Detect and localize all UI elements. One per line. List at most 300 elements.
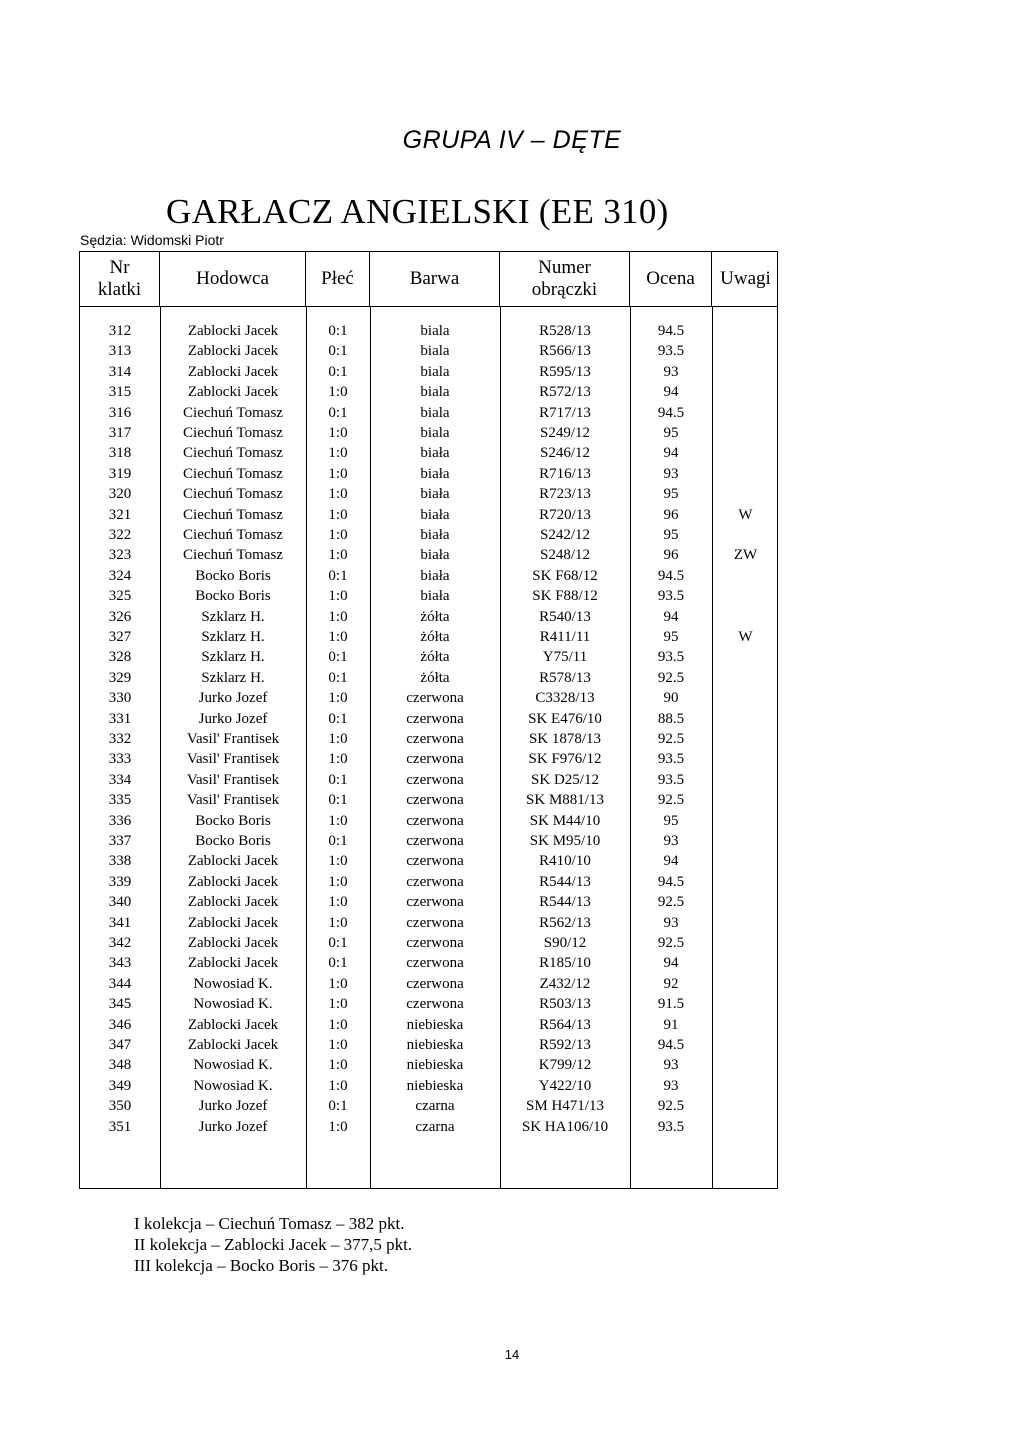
cell-nr: 351 [108,1118,132,1135]
cell-plec: 0:1 [328,935,348,951]
cell-numer: SK HA106/10 [521,1118,609,1135]
cell-nr: 335 [108,792,132,809]
cell-hodowca: Ciechuń Tomasz [183,486,283,503]
cell-nr: 328 [108,649,132,666]
cell-plec: 1:0 [328,690,348,707]
table-row [80,853,777,873]
header-nr-klatki [80,252,160,306]
cell-plec: 1:0 [328,751,348,768]
cell-hodowca: Ciechuń Tomasz [183,527,283,543]
cell-nr: 324 [108,567,132,584]
cell-nr: 338 [108,853,132,870]
cell-numer: K799/12 [538,1057,592,1074]
table-row [80,364,777,384]
table-row [80,813,777,833]
cell-ocena: 93 [663,363,679,380]
cell-numer: R723/13 [539,486,591,503]
cell-hodowca: Ciechuń Tomasz [183,425,283,441]
cell-barwa: biała [420,506,450,523]
header-barwa: Barwa [370,252,500,306]
cell-barwa: niebieska [406,1016,464,1033]
cell-nr: 343 [108,955,132,972]
cell-plec: 0:1 [328,567,348,584]
cell-numer: R578/13 [539,669,591,686]
cell-nr: 342 [108,935,132,951]
page-title: GARŁACZ ANGIELSKI (EE 310) [166,192,669,231]
cell-barwa: czerwona [406,955,464,972]
cell-hodowca: Bocko Boris [195,588,271,605]
cell-barwa: biała [420,588,450,605]
collection-summary [134,1213,412,1276]
judge-label: Sędzia: Widomski Piotr [80,232,224,248]
cell-plec: 1:0 [328,608,348,625]
cell-numer: R566/13 [539,343,591,360]
cell-ocena: 94.5 [657,404,685,421]
cell-barwa: biala [420,343,450,360]
cell-hodowca: Nowosiad K. [193,975,273,992]
table-row [80,690,777,710]
table-row [80,405,777,425]
cell-nr: 344 [108,975,132,992]
cell-numer: R544/13 [539,894,591,911]
cell-uwagi: W [738,506,753,523]
cell-plec: 1:0 [328,445,348,462]
cell-numer: S249/12 [539,425,590,441]
page-number: 14 [504,1347,520,1362]
cell-hodowca: Zablocki Jacek [187,343,279,360]
cell-ocena: 93 [663,1057,679,1074]
cell-hodowca: Szklarz H. [201,669,265,686]
cell-barwa: czerwona [406,710,464,727]
cell-plec: 0:1 [328,323,348,339]
cell-hodowca: Zablocki Jacek [187,1016,279,1033]
cell-numer: SK 1878/13 [528,731,602,747]
cell-barwa: biała [420,567,450,584]
cell-ocena: 94 [663,955,679,972]
cell-plec: 1:0 [328,1057,348,1074]
cell-ocena: 92.5 [657,731,685,747]
cell-hodowca: Zablocki Jacek [187,1037,279,1053]
cell-hodowca: Jurko Jozef [198,1098,268,1115]
cell-hodowca: Vasil' Frantisek [186,751,280,768]
cell-nr: 325 [108,588,132,605]
cell-ocena: 92.5 [657,669,685,686]
table-header [80,252,777,307]
cell-numer: S242/12 [539,527,590,543]
table-row [80,874,777,894]
cell-nr: 317 [108,425,132,441]
cell-barwa: czerwona [406,996,464,1013]
cell-numer: R720/13 [539,506,591,523]
cell-hodowca: Zablocki Jacek [187,955,279,972]
table-row [80,711,777,731]
cell-nr: 346 [108,1016,132,1033]
cell-barwa: biała [420,465,450,482]
cell-barwa: czerwona [406,731,464,747]
table-row [80,568,777,588]
cell-plec: 1:0 [328,853,348,870]
cell-barwa: czerwona [406,771,464,788]
cell-barwa: czerwona [406,935,464,951]
cell-nr: 339 [108,873,132,890]
table-row [80,1037,777,1057]
cell-plec: 0:1 [328,363,348,380]
cell-barwa: biała [420,486,450,503]
cell-nr: 312 [108,323,132,339]
table-row [80,731,777,751]
cell-plec: 1:0 [328,588,348,605]
table-row [80,670,777,690]
cell-numer: SK F88/12 [532,588,598,605]
cell-barwa: biała [420,527,450,543]
cell-barwa: czerwona [406,894,464,911]
cell-plec: 1:0 [328,1016,348,1033]
cell-hodowca: Jurko Jozef [198,690,268,707]
cell-nr: 341 [108,914,132,931]
cell-plec: 0:1 [328,771,348,788]
cell-barwa: biala [420,425,450,441]
cell-numer: S90/12 [543,935,587,951]
cell-hodowca: Jurko Jozef [198,710,268,727]
cell-barwa: biała [420,547,450,564]
cell-nr: 313 [108,343,132,360]
cell-barwa: żółta [420,669,450,686]
header-hodowca: Hodowca [160,252,306,306]
cell-plec: 1:0 [328,465,348,482]
table-row [80,649,777,669]
cell-barwa: biała [420,445,450,462]
cell-ocena: 96 [663,547,679,564]
table-row [80,445,777,465]
cell-barwa: czerwona [406,914,464,931]
cell-hodowca: Bocko Boris [195,567,271,584]
cell-hodowca: Ciechuń Tomasz [183,404,283,421]
cell-hodowca: Zablocki Jacek [187,914,279,931]
cell-plec: 1:0 [328,1077,348,1094]
cell-hodowca: Vasil' Frantisek [186,792,280,809]
cell-barwa: biala [420,404,450,421]
cell-plec: 1:0 [328,894,348,911]
table-row [80,1017,777,1037]
cell-ocena: 90 [663,690,679,707]
cell-numer: SK M95/10 [529,833,601,849]
cell-plec: 1:0 [328,975,348,992]
cell-barwa: niebieska [406,1077,464,1094]
table-row [80,751,777,771]
cell-plec: 1:0 [328,506,348,523]
cell-plec: 1:0 [328,629,348,645]
cell-nr: 349 [108,1077,132,1094]
cell-nr: 319 [108,465,132,482]
cell-numer: Y422/10 [538,1077,592,1094]
cell-nr: 323 [108,547,132,564]
cell-numer: R592/13 [539,1037,591,1053]
table-row [80,1078,777,1098]
cell-nr: 336 [108,812,132,829]
cell-numer: SK E476/10 [528,710,602,727]
cell-ocena: 92.5 [657,894,685,911]
cell-barwa: czerwona [406,975,464,992]
cell-ocena: 94.5 [657,567,685,584]
table-row [80,894,777,914]
cell-ocena: 93 [663,914,679,931]
cell-nr: 350 [108,1098,132,1115]
cell-ocena: 92.5 [657,935,685,951]
cell-nr: 347 [108,1037,132,1053]
cell-nr: 331 [108,710,132,727]
cell-numer: R528/13 [539,323,591,339]
cell-uwagi: ZW [733,547,758,564]
cell-nr: 316 [108,404,132,421]
cell-numer: R503/13 [539,996,591,1013]
cell-hodowca: Zablocki Jacek [187,384,279,401]
cell-nr: 315 [108,384,132,401]
cell-numer: R562/13 [539,914,591,931]
cell-numer: S248/12 [539,547,590,564]
cell-hodowca: Ciechuń Tomasz [183,547,283,564]
cell-nr: 314 [108,363,132,380]
table-row [80,915,777,935]
cell-plec: 0:1 [328,649,348,666]
cell-plec: 1:0 [328,914,348,931]
cell-barwa: biala [420,323,450,339]
header-nr-line1: Nr [109,257,130,278]
cell-ocena: 93.5 [657,649,685,666]
cell-ocena: 95 [663,812,679,829]
cell-ocena: 88.5 [657,710,685,727]
cell-numer: R544/13 [539,873,591,890]
cell-barwa: czerwona [406,853,464,870]
cell-hodowca: Zablocki Jacek [187,873,279,890]
cell-numer: SK M44/10 [529,812,601,829]
cell-barwa: czarna [415,1118,455,1135]
cell-numer: SK D25/12 [531,771,599,788]
header-uwagi: Uwagi [720,268,771,289]
cell-numer: R410/10 [539,853,591,870]
header-nr-line2: klatki [97,279,142,300]
cell-numer: Y75/11 [542,649,588,666]
cell-plec: 0:1 [328,343,348,360]
cell-ocena: 96 [663,506,679,523]
results-table [79,251,778,1189]
table-row [80,588,777,608]
table-row [80,1119,777,1139]
cell-plec: 1:0 [328,873,348,890]
table-row [80,466,777,486]
table-row [80,996,777,1016]
cell-numer: R411/11 [539,629,591,645]
cell-ocena: 94.5 [657,323,685,339]
cell-hodowca: Ciechuń Tomasz [183,506,283,523]
cell-hodowca: Nowosiad K. [193,1077,273,1094]
cell-plec: 0:1 [328,955,348,972]
cell-barwa: czerwona [406,751,464,768]
cell-nr: 321 [108,506,132,523]
cell-plec: 1:0 [328,996,348,1013]
cell-plec: 1:0 [328,486,348,503]
cell-ocena: 94 [663,445,679,462]
cell-nr: 337 [108,833,132,849]
cell-nr: 320 [108,486,132,503]
cell-numer: Z432/12 [539,975,591,992]
cell-ocena: 94 [663,853,679,870]
cell-plec: 1:0 [328,425,348,441]
cell-numer: SK F68/12 [532,567,598,584]
cell-hodowca: Ciechuń Tomasz [183,465,283,482]
cell-numer: C3328/13 [535,690,595,707]
collection-line-3: III kolekcja – Bocko Boris – 376 pkt. [134,1256,389,1275]
cell-ocena: 93.5 [657,343,685,360]
cell-numer: R185/10 [539,955,591,972]
cell-hodowca: Vasil' Frantisek [186,731,280,747]
cell-numer: R540/13 [539,608,591,625]
cell-numer: R564/13 [539,1016,591,1033]
cell-plec: 0:1 [328,404,348,421]
cell-ocena: 94.5 [657,1037,685,1053]
cell-numer: R595/13 [539,363,591,380]
cell-nr: 345 [108,996,132,1013]
cell-plec: 0:1 [328,833,348,849]
header-ocena: Ocena [630,252,712,306]
cell-barwa: czerwona [406,792,464,809]
cell-numer: R716/13 [539,465,591,482]
cell-nr: 333 [108,751,132,768]
cell-nr: 340 [108,894,132,911]
cell-barwa: biala [420,384,450,401]
table-row [80,833,777,853]
table-row [80,609,777,629]
cell-numer: SK F976/12 [528,751,602,768]
cell-ocena: 94.5 [657,873,685,890]
cell-nr: 322 [108,527,132,543]
cell-nr: 332 [108,731,132,747]
cell-ocena: 93 [663,1077,679,1094]
cell-ocena: 93.5 [657,588,685,605]
cell-hodowca: Zablocki Jacek [187,935,279,951]
cell-barwa: czarna [415,1098,455,1115]
cell-ocena: 95 [663,486,679,503]
table-row [80,507,777,527]
table-row [80,343,777,363]
cell-nr: 327 [108,629,132,645]
cell-ocena: 94 [663,608,679,625]
cell-barwa: czerwona [406,873,464,890]
table-row [80,425,777,445]
cell-barwa: biala [420,363,450,380]
cell-plec: 1:0 [328,547,348,564]
cell-ocena: 92 [663,975,679,992]
cell-ocena: 91.5 [657,996,685,1013]
cell-barwa: żółta [420,649,450,666]
table-row [80,629,777,649]
cell-nr: 348 [108,1057,132,1074]
cell-hodowca: Zablocki Jacek [187,323,279,339]
cell-numer: S246/12 [539,445,590,462]
table-row [80,323,777,343]
cell-numer: R717/13 [539,404,591,421]
cell-ocena: 95 [663,527,679,543]
cell-hodowca: Zablocki Jacek [187,894,279,911]
cell-barwa: czerwona [406,812,464,829]
cell-plec: 0:1 [328,1098,348,1115]
header-plec: Płeć [306,252,370,306]
cell-numer: SM H471/13 [526,1098,604,1115]
cell-nr: 326 [108,608,132,625]
cell-plec: 0:1 [328,710,348,727]
cell-hodowca: Nowosiad K. [193,996,273,1013]
cell-hodowca: Vasil' Frantisek [186,771,280,788]
cell-plec: 0:1 [328,669,348,686]
cell-plec: 1:0 [328,731,348,747]
cell-hodowca: Szklarz H. [201,629,265,645]
cell-plec: 1:0 [328,1037,348,1053]
cell-hodowca: Zablocki Jacek [187,363,279,380]
cell-hodowca: Bocko Boris [195,833,271,849]
cell-barwa: czerwona [406,833,464,849]
cell-numer: SK M881/13 [526,792,604,809]
table-row [80,1057,777,1077]
cell-plec: 1:0 [328,384,348,401]
table-row [80,976,777,996]
cell-ocena: 93 [663,465,679,482]
cell-ocena: 93.5 [657,1118,685,1135]
cell-hodowca: Bocko Boris [195,812,271,829]
cell-barwa: żółta [420,608,450,625]
cell-hodowca: Nowosiad K. [193,1057,273,1074]
cell-uwagi: W [738,629,753,645]
cell-ocena: 93.5 [657,771,685,788]
table-row [80,955,777,975]
cell-hodowca: Zablocki Jacek [187,853,279,870]
cell-hodowca: Szklarz H. [201,608,265,625]
header-numer-obraczki [500,252,630,306]
cell-plec: 1:0 [328,1118,348,1135]
cell-ocena: 92.5 [657,1098,685,1115]
cell-ocena: 92.5 [657,792,685,809]
cell-nr: 330 [108,690,132,707]
table-row [80,486,777,506]
table-row [80,772,777,792]
cell-ocena: 94 [663,384,679,401]
cell-barwa: niebieska [406,1037,464,1053]
collection-line-2: II kolekcja – Zablocki Jacek – 377,5 pkt. [134,1235,413,1254]
cell-plec: 0:1 [328,792,348,809]
cell-ocena: 95 [663,425,679,441]
header-numer-line2: obrączki [531,279,598,300]
table-row [80,792,777,812]
cell-hodowca: Szklarz H. [201,649,265,666]
cell-nr: 318 [108,445,132,462]
cell-barwa: niebieska [406,1057,464,1074]
cell-hodowca: Ciechuń Tomasz [183,445,283,462]
cell-barwa: czerwona [406,690,464,707]
table-row [80,935,777,955]
cell-ocena: 95 [663,629,679,645]
group-title: GRUPA IV – DĘTE [402,126,622,154]
table-row [80,527,777,547]
cell-barwa: żółta [420,629,450,645]
cell-ocena: 91 [663,1016,679,1033]
cell-nr: 329 [108,669,132,686]
table-row [80,1098,777,1118]
cell-plec: 1:0 [328,812,348,829]
cell-ocena: 93.5 [657,751,685,768]
cell-plec: 1:0 [328,527,348,543]
table-row [80,384,777,404]
header-numer-line1: Numer [538,257,591,278]
cell-nr: 334 [108,771,132,788]
cell-hodowca: Jurko Jozef [198,1118,268,1135]
